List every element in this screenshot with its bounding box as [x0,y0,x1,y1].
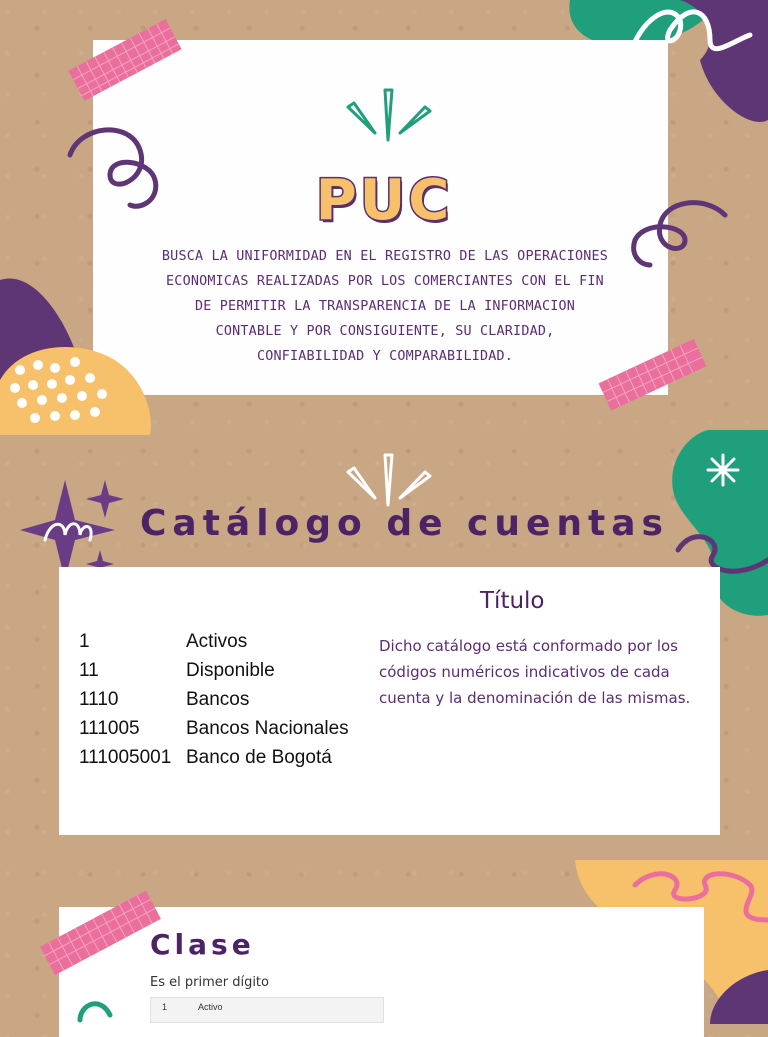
yellow-dotted-blob-icon [0,270,160,435]
pink-tape-right-icon [595,330,710,420]
pink-tape-bottom-icon [35,885,165,980]
clase-table-code: 1 [162,1002,168,1012]
catalog-card-title: Título [480,588,545,614]
account-name: Activos [186,631,248,652]
white-sparkle-icon [340,450,435,510]
account-code: 11 [79,660,99,681]
catalog-description: Dicho catálogo está conformado por los códigos numéricos indicativos de cada cuenta y la denominación de las mismas. [379,637,691,707]
clase-table-name: Activo [198,1002,223,1012]
teal-curl-icon [75,995,115,1024]
account-code: 111005 [79,718,140,739]
pink-tape-icon [65,15,185,105]
account-name: Banco de Bogotá [186,747,332,768]
puc-title: PUC [315,168,453,233]
clase-heading: Clase [150,928,255,961]
account-code: 1110 [79,689,119,710]
account-name: Bancos Nacionales [186,718,349,739]
account-code: 1 [79,631,90,652]
purple-swirl-right-icon [625,195,735,275]
catalog-heading: Catálogo de cuentas [140,503,669,544]
account-name: Bancos [186,689,250,710]
puc-description: BUSCA LA UNIFORMIDAD EN EL REGISTRO DE LAS OPERACIONES ECONOMICAS REALIZADAS POR LOS COMERCIANTES CON EL FIN DE PERMITIR LA TRANSPARENCIA DE LA INFORMACION CONTABLE Y POR CONSIGUIENTE, SU CLARIDAD, CONFIABILIDAD Y COMPARABILIDAD. [161,249,609,364]
account-name: Disponible [186,660,275,681]
clase-subtitle: Es el primer dígito [150,975,269,990]
clase-table [150,997,384,1023]
teal-sparkle-icon [340,85,435,145]
account-code: 111005001 [79,747,172,768]
